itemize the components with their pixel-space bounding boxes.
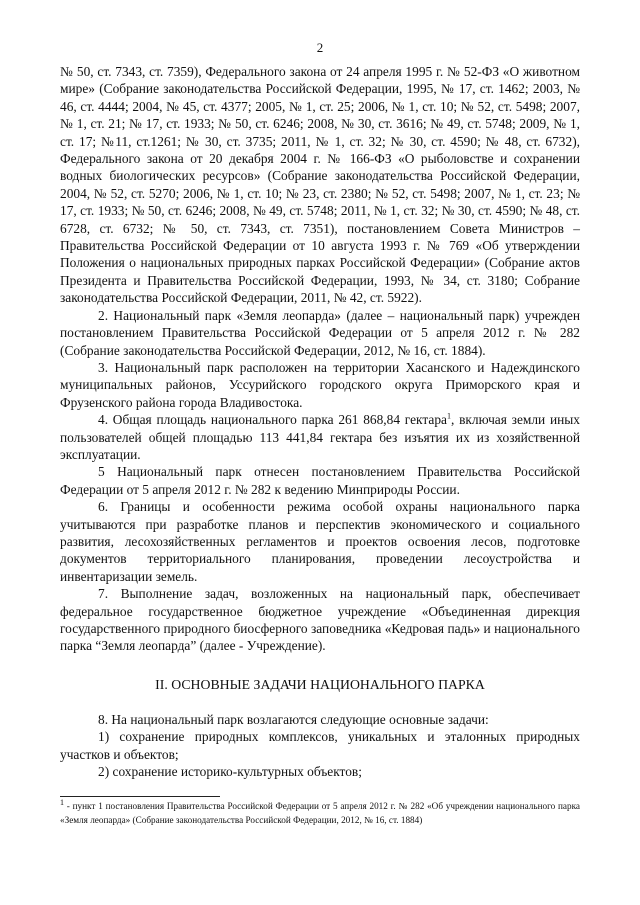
section-heading: II. ОСНОВНЫЕ ЗАДАЧИ НАЦИОНАЛЬНОГО ПАРКА [155, 676, 485, 692]
paragraph-8: 8. На национальный парк возлагаются следующие основные задачи: [98, 711, 489, 727]
paragraph-continuation: № 50, ст. 7343, ст. 7359), Федерального закона от 24 апреля 1995 г. № 52-ФЗ «О животном мире» (Собрание законодательства Российской Федерации, 1995, № 17, ст. 1462; 2003, № 46, ст. 4444; 2004, № 45, ст. 4377; 2005, № 1, ст. 25; 2006, № 1, ст. 10; № 52, ст. 5498; 2007, № 1, ст. 21; № 17, ст. 1933; № 50, ст. 6246; 2008, № 30, ст. 3616; № 49, ст. 5748; 2009, № 1, ст. 17; №11, ст.1261; № 30, ст. 3735; 2011, № 1, ст. 32; № 30, ст. 4590; № 48, ст. 6732), Федерального закона от 20 декабря 2004 г. № 166-ФЗ «О рыболовстве и сохранении водных биологических ресурсов» (Собрание законодательства Российской Федерации, 2004, № 52, ст. 5270; 2006, № 1, ст. 10; № 23, ст. 2380; № 52, ст. 5498; 2007, № 1, ст. 23; № 17, ст. 1933; № 50, ст. 6246; 2008, № 49, ст. 5748; 2011, № 1, ст. 32; № 30, ст. 4590; № 48, ст. 6728, ст. 6732; № 50, ст. 7343, ст. 7351), постановлением Совета Министров – Правительства Российской Федерации от 10 августа 1993 г. № 769 «Об утверждении Положения о национальных природных парках Российской Федерации» (Собрание актов Президента и Правительства Российской Федерации, 1993, № 34, ст. 3180; Собрание законодательства Российской Федерации, 2011, № 42, ст. 5922). [60, 64, 580, 306]
page-number: 2 [316, 40, 324, 55]
paragraph-4 [60, 411, 580, 463]
paragraph-7: 7. Выполнение задач, возложенных на национальный парк, обеспечивает федеральное государственное бюджетное учреждение «Объединенная дирекция государственного природного биосферного заповедника «Кедровая падь» и национального парка “Земля леопарда” (далее - Учреждение). [60, 586, 580, 654]
footnote-text: - пункт 1 постановления Правительства Российской Федерации от 5 апреля 2012 г. № 282 «Об учреждении национального парка «Земля леопарда» (Собрание законодательства Российской Федерации, 2012, № 16, ст. 1884) [60, 801, 580, 825]
footnote [60, 800, 580, 827]
paragraph-4-text-end: , включая земли иных пользователей общей площадью 113 441,84 гектара без изъятия их из хозяйственной эксплуатации. [60, 412, 581, 462]
footnote-reference: 1 [446, 411, 451, 421]
paragraph-4-text-start: 4. Общая площадь национального парка 261 868,84 гектара [98, 412, 447, 428]
paragraph-6: 6. Границы и особенности режима особой охраны национального парка учитываются при разработке планов и перспектив экономического и социального развития, лесохозяйственных регламентов и проектов освоения лесов, подготовке документов территориального планирования, проведении лесоустройства и инвентаризации земель. [60, 499, 580, 584]
paragraph-5: 5 Национальный парк отнесен постановлением Правительства Российской Федерации от 5 апреля 2012 г. № 282 к ведению Минприроды России. [60, 464, 580, 497]
task-item-1: 1) сохранение природных комплексов, уникальных и эталонных природных участков и объектов; [60, 729, 580, 762]
footnote-divider [60, 796, 220, 797]
paragraph-2: 2. Национальный парк «Земля леопарда» (далее – национальный парк) учрежден постановлением Правительства Российской Федерации от 5 апреля 2012 г. № 282 (Собрание законодательства Российской Федерации, 2012, № 16, ст. 1884). [60, 307, 580, 358]
task-item-2: 2) сохранение историко-культурных объектов; [98, 764, 362, 780]
footnote-marker: 1 [60, 798, 64, 808]
paragraph-3: 3. Национальный парк расположен на территории Хасанского и Надеждинского муниципальных районов, Уссурийского городского округа Приморского края и Фрузенского района города Владивостока. [60, 359, 580, 410]
